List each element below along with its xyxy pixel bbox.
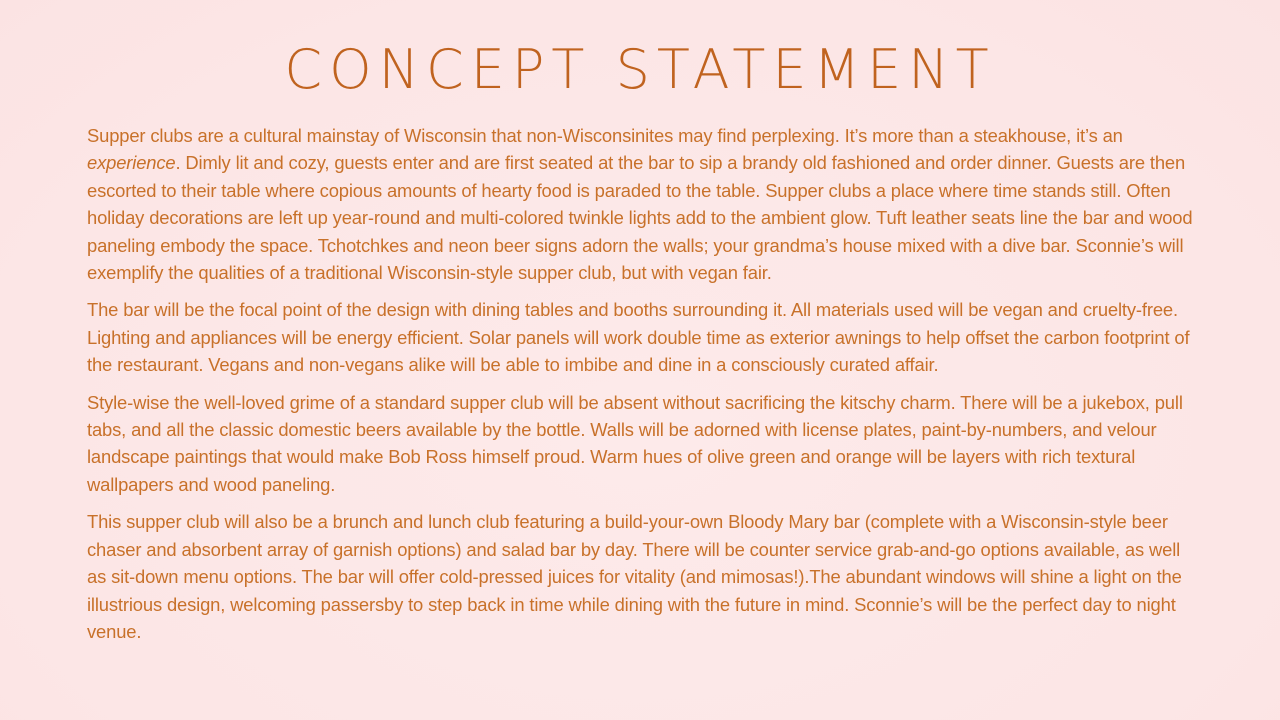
paragraph-brunch: This supper club will also be a brunch and lunch club featuring a build-your-own Bloody Mary bar (complete with a Wisconsin-style beer chaser and absorbent array of garnish options) and salad bar by day. There will be counter service grab-and-go options available, as well as sit-down menu options. The bar will offer cold-pressed juices for vitality (and mimosas!).The abundant windows will shine a light on the illustrious design, welcoming passersby to step back in time while dining with the future in mind. Sconnie’s will be the perfect day to night venue. bbox=[87, 511, 1182, 642]
page-title: CONCEPT STATEMENT bbox=[284, 38, 996, 101]
paragraph-intro bbox=[87, 122, 1193, 286]
paragraph-intro-part-2: . Dimly lit and cozy, guests enter and are first seated at the bar to sip a brandy old fashioned and order dinner. Guests are then escorted to their table where copious amounts of hearty food is paraded to the table. Supper clubs a place where time stands still. Often holiday decorations are left up year-round and multi-colored twinkle lights add to the ambient glow. Tuft leather seats line the bar and wood paneling embody the space. Tchotchkes and neon beer signs adorn the walls; your grandma’s house mixed with a dive bar. Sconnie’s will exemplify the qualities of a traditional Wisconsin-style supper club, but with vegan fair. bbox=[87, 152, 1193, 284]
paragraph-design: The bar will be the focal point of the design with dining tables and booths surrounding it. All materials used will be vegan and cruelty-free. Lighting and appliances will be energy efficient. Solar panels will work double time as exterior awnings to help offset the carbon footprint of the restaurant. Vegans and non-vegans alike will be able to imbibe and dine in a consciously curated affair. bbox=[87, 299, 1190, 376]
paragraph-intro-part-1: Supper clubs are a cultural mainstay of Wisconsin that non-Wisconsinites may find perplexing. It’s more than a steakhouse, it’s an bbox=[87, 125, 1123, 146]
concept-statement-body bbox=[87, 122, 1193, 655]
paragraph-intro-emphasis: experience bbox=[87, 152, 176, 174]
paragraph-style: Style-wise the well-loved grime of a standard supper club will be absent without sacrificing the kitschy charm. There will be a jukebox, pull tabs, and all the classic domestic beers available by the bottle. Walls will be adorned with license plates, paint-by-numbers, and velour landscape paintings that would make Bob Ross himself proud. Warm hues of olive green and orange will be layers with rich textural wallpapers and wood paneling. bbox=[87, 391, 1183, 495]
